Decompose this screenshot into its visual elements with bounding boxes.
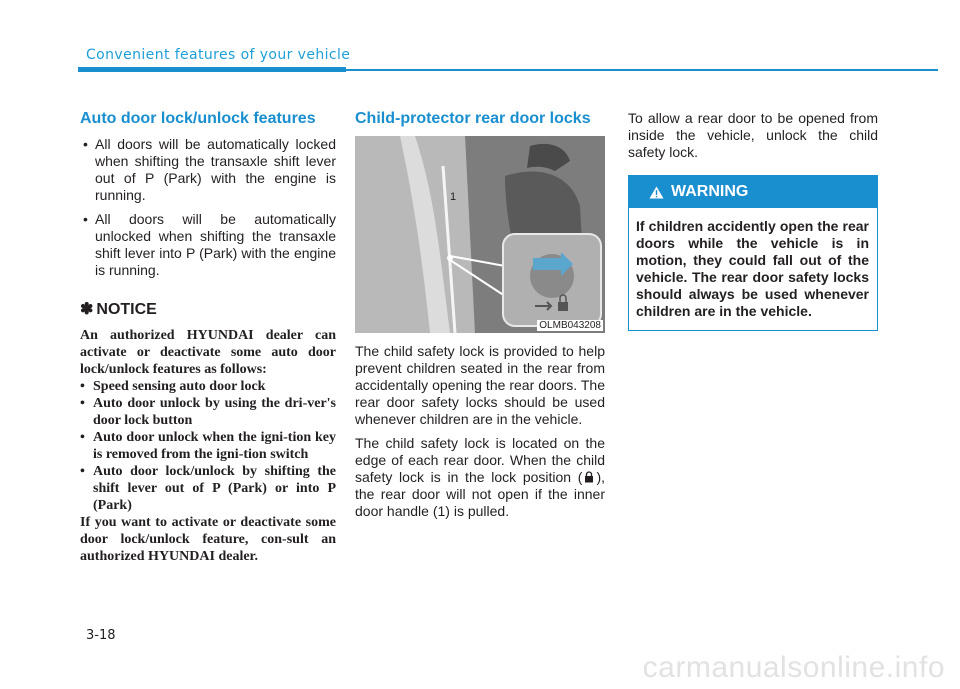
rear-door-illustration	[355, 136, 605, 333]
warning-box	[628, 175, 878, 331]
child-lock-para-2	[355, 435, 605, 520]
para2-part-a: The child safety lock is located on the edge of each rear door. When the child safety lock is in the lock position (	[355, 435, 605, 485]
notice-title: NOTICE	[96, 301, 157, 318]
bullet-item: • All doors will be automatically unlocked when shifting the transaxle shift lever into P (Park) with the engine is running.	[80, 211, 336, 279]
child-lock-para-1: The child safety lock is provided to help prevent children seated in the rear from accidentally opening the rear doors. The rear door safety locks should be used whenever children are in the vehicle.	[355, 343, 605, 427]
notice-item: • Auto door lock/unlock by shifting the shift lever out of P (Park) or into P (Park)	[80, 463, 336, 514]
notice-list	[80, 378, 336, 514]
auto-lock-bullets	[80, 136, 336, 279]
page-number: 3-18	[86, 628, 116, 643]
notice-intro: An authorized HYUNDAI dealer can activate or deactivate some auto door lock/unlock features as follows:	[80, 328, 336, 377]
child-lock-heading: Child-protector rear door locks	[355, 110, 591, 127]
notice-item: • Speed sensing auto door lock	[80, 378, 336, 395]
notice-item: • Auto door unlock when the igni-tion key is removed from the igni-tion switch	[80, 429, 336, 463]
column-middle	[355, 110, 605, 527]
warning-header	[629, 176, 877, 208]
rear-door-figure	[355, 136, 605, 333]
notice-outro: If you want to activate or deactivate some door lock/unlock feature, con-sult an authorized HYUNDAI dealer.	[80, 515, 336, 564]
warning-title: WARNING	[671, 183, 749, 200]
notice-icon: ✽	[80, 301, 94, 318]
figure-code: OLMB043208	[539, 320, 601, 331]
section-header: Convenient features of your vehicle	[86, 47, 351, 63]
child-lock-para-3: To allow a rear door to be opened from inside the vehicle, unlock the child safety lock.	[628, 110, 878, 160]
column-left	[80, 110, 336, 565]
auto-lock-heading: Auto door lock/unlock features	[80, 110, 316, 127]
header-rule-thin	[346, 69, 938, 71]
header-rule-thick	[78, 67, 346, 72]
figure-callout-1: 1	[450, 191, 457, 203]
warning-text: If children accidently open the rear doors while the vehicle is in motion, they could fall out of the vehicle. The rear door safety locks should always be used whenever children are in the vehicle.	[636, 218, 869, 319]
column-right	[628, 110, 878, 331]
notice-heading	[80, 299, 336, 319]
bullet-item: • All doors will be automatically locked when shifting the transaxle shift lever out of P (Park) with the engine is running.	[80, 136, 336, 204]
para2-part-b: ), the rear door will not open if the inner door handle (1) is pulled.	[355, 469, 605, 519]
watermark: carmanualsonline.info	[642, 651, 945, 684]
warning-triangle-icon	[649, 186, 664, 199]
lock-icon	[584, 471, 594, 483]
notice-item: • Auto door unlock by using the dri-ver's door lock button	[80, 395, 336, 429]
